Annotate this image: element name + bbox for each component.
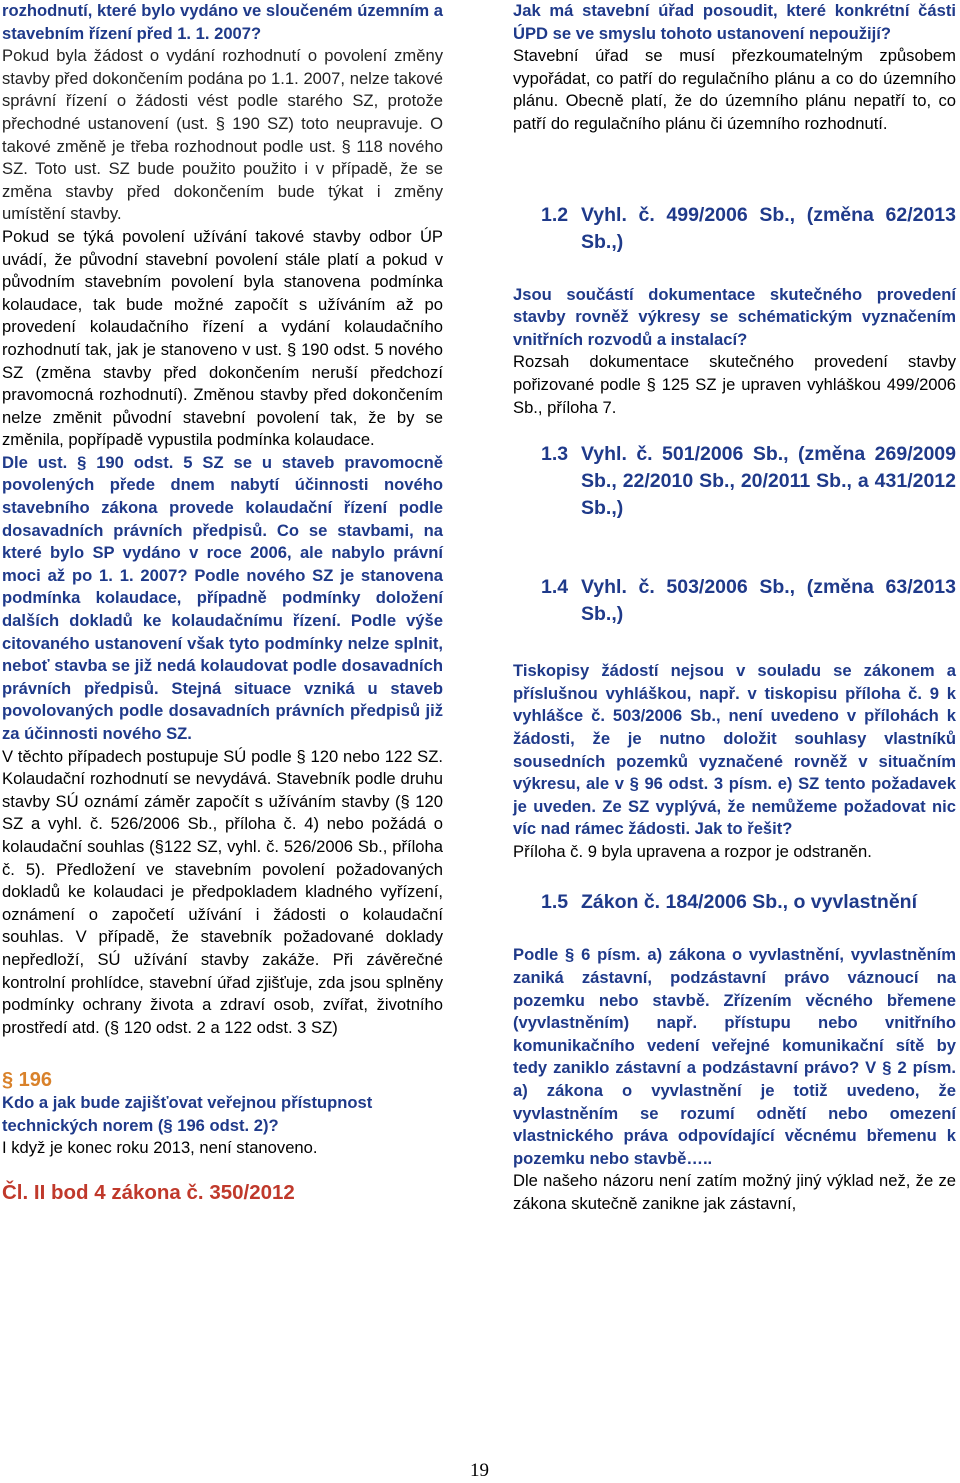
heading-1-2 [513,202,956,256]
section-196-heading: § 196 [2,1069,53,1092]
question-1-2: Jsou součástí dokumentace skutečného provedení stavby rovněž výkresy se schématickým vyznačením vnitřních rozvodů a instalací? [513,284,956,349]
heading-number: 1.5 [541,891,569,914]
heading-number: 1.4 [541,576,569,599]
right-column [513,0,956,1216]
answer-paragraph-change-of-building: Pokud byla žádost o vydání rozhodnutí o povolení změny stavby před dokončením podána po 1.1. 2007, nelze takové správní řízení o žádosti vést podle starého SZ, protože přechodné ustanovení (ust. § 190 SZ) toto neupravuje. O takové změně je třeba rozhodnout podle ust. § 118 nového SZ. Toto ust. SZ bude použito použito i v případě, že se změna stavby před dokončením bude týkat i změny umístění stavby. [2,46,443,224]
heading-number: 1.3 [541,443,569,466]
question-section-196: Kdo a jak bude zajišťovat veřejnou přístupnost technických norem (§ 196 odst. 2)? [2,1092,373,1135]
heading-number: 1.2 [541,203,569,226]
heading-1-3 [513,441,956,522]
heading-1-4 [513,574,956,628]
heading-text: Vyhl. č. 501/2006 Sb., (změna 269/2009 Sb., 22/2010 Sb., 20/2011 Sb., a 431/2012 Sb.,) [581,443,956,520]
question-section-190: Dle ust. § 190 odst. 5 SZ se u staveb pravomocně povolených přede dnem nabytí účinnosti nového stavebního zákona provede kolaudační řízení podle dosavadních právních předpisů. Co se stavbami, na které bylo SP vydáno v roce 2006, ale nabylo právní moci až po 1. 1. 2007? Podle nového SZ je stanovena podmínka kolaudace, případně podmínky doložení dalších dokladů ke kolaudačnímu řízení. Podle výše citovaného ustanovení však tyto podmínky nelze splnit, neboť stavba se již nedá kolaudovat podle dosavadních právních předpisů. Stejná situace vzniká u staveb povolovaných podle dosavadních právních předpisů již za účinnosti nového SZ. [2,452,443,743]
heading-text: Vyhl. č. 499/2006 Sb., (změna 62/2013 Sb.,) [581,203,956,253]
answer-paragraph-procedures: V těchto případech postupuje SÚ podle § 120 nebo 122 SZ. Kolaudační rozhodnutí se nevydává. Stavebník podle druhu stavby SÚ oznámí záměr započít s užíváním stavby (§ 120 SZ a vyhl. č. 526/2006 Sb., příloha č. 4) nebo požádá o kolaudační souhlas (§122 SZ, vyhl. č. 526/2006 Sb., příloha č. 5). Předložení ve stavebním povolení požadovaných dokladů ke kolaudaci je předpokladem kladného vyřízení, oznámení o započetí užívání i žádosti o kolaudační souhlas. V případě, že stavebník požadované doklady nepředloží, SÚ užívání stavby zakáže. Při závěrečné kontrolní prohlídce, stavební úřad zjišťuje, zda jsou splněny podmínky ochrany života a zdraví osob, zvířat, životního prostředí atd. (§ 120 odst. 2 a 122 odst. 3 SZ) [2,746,443,1037]
page-number: 19 [470,1460,489,1481]
intro-question-continuation: rozhodnutí, které bylo vydáno ve sloučeném územním a stavebním řízení před 1. 1. 2007? [2,1,443,43]
heading-text: Zákon č. 184/2006 Sb., o vyvlastnění [581,891,917,914]
article-heading: Čl. II bod 4 zákona č. 350/2012 [2,1180,295,1204]
answer-paragraph-occupancy-permit: Pokud se týká povolení užívání takové stavby odbor ÚP uvádí, že původní stavební povolení stále platí a pokud v původním stavebním povolení byla stanovena podmínka kolaudace, tak bude možné započít s užíváním až po provedení kolaudačního řízení a vydání kolaudačního rozhodnutí tak, jak je stanoveno v ust. § 190 odst. 5 nového SZ (změna stavby před dokončením neruší předchozí pravomocná rozhodnutí). Změnou stavby před dokončením nelze změnit původní stavební povolení tak, že by se změnila, popřípadě vypustila podmínka kolaudace. [2,226,443,450]
left-column [2,0,443,1204]
answer-1-4: Příloha č. 9 byla upravena a rozpor je odstraněn. [513,841,872,861]
heading-text: Vyhl. č. 503/2006 Sb., (změna 63/2013 Sb.,) [581,576,956,626]
question-upd: Jak má stavební úřad posoudit, které konkrétní části ÚPD se ve smyslu tohoto ustanovení nepoužijí? [513,1,956,43]
heading-1-5 [513,889,956,916]
answer-section-196: I když je konec roku 2013, není stanoveno. [2,1138,318,1158]
answer-upd: Stavební úřad se musí přezkoumatelným způsobem vypořádat, co patří do regulačního plánu a co do územního plánu. Obecně platí, že do územního plánu nepatří to, co patří do regulačního plánu či územního rozhodnutí. [513,46,956,133]
question-1-5: Podle § 6 písm. a) zákona o vyvlastnění, vyvlastněním zaniká zástavní, podzástavní právo váznoucí na pozemku nebo stavbě. Zřízením věcného břemene (vyvlastněním) např. přístupu nebo vnitřního komunikačního vedení veřejné komunikační sítě by tedy zaniklo zástavní a podzástavní právo? V § 2 písm. a) zákona o vyvlastnění je totiž uvedeno, že vyvlastněním se rozumí odnětí nebo omezení vlastnického práva odpovídající věcnému břemenu k pozemku nebo stavbě….. [513,945,956,1168]
answer-1-2: Rozsah dokumentace skutečného provedení stavby pořizované podle § 125 SZ je upraven vyhláškou 499/2006 Sb., příloha 7. [513,352,956,417]
question-1-4: Tiskopisy žádostí nejsou v souladu se zákonem a příslušnou vyhláškou, např. v tiskopisu příloha č. 9 k vyhlášce č. 503/2006 Sb., není uvedeno v přílohách k žádosti, že je nutno doložit souhlasy vlastníků sousedních pozemků vyznačené rovněž v situačním výkresu, ale v § 96 odst. 3 písm. e) SZ tento požadavek je uveden. Ze SZ vyplývá, že nemůžeme požadovat nic víc nad rámec žádosti. Jak to řešit? [513,661,956,839]
answer-1-5: Dle našeho názoru není zatím možný jiný výklad než, že ze zákona skutečně zanikne jak zástavní, [513,1171,956,1213]
